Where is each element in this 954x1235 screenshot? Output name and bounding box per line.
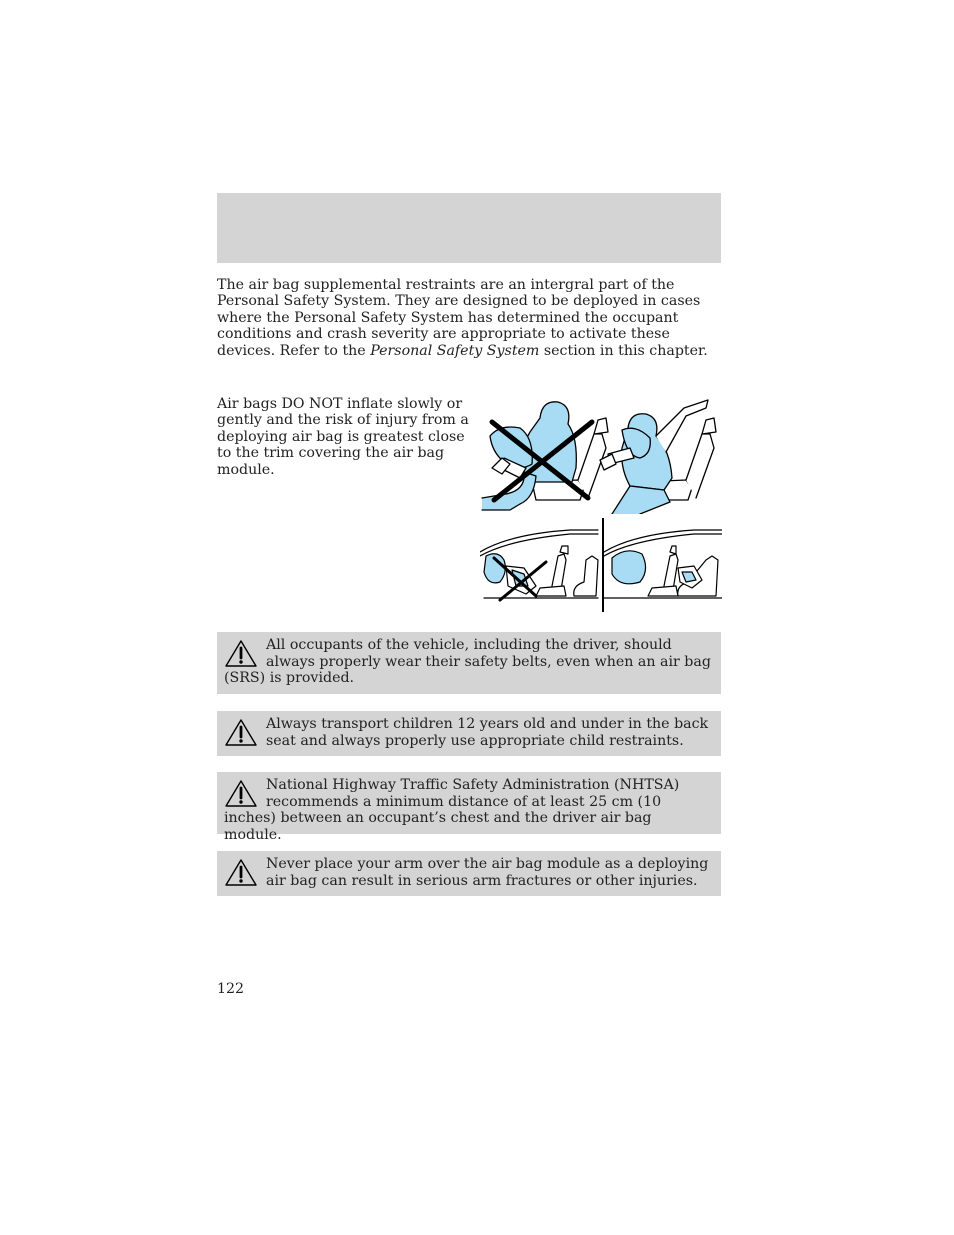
warning-box-safety-belts (217, 632, 721, 694)
intro-paragraph: The air bag supplemental restraints are an intergral part of the Personal Safety System. They are designed to be deployed in cases where the Personal Safety System has determined the occupant conditions and crash severity are appropriate to activate these devices. Refer to the Personal Safety System section in this chapter. (217, 277, 708, 359)
warning-text: Always transport children 12 years old and under in the back seat and always properly use appropriate child restraints. (266, 716, 709, 749)
warning-text: All occupants of the vehicle, including the driver, should always properly wear their safety belts, even when an air bag (SRS) is provided. (224, 637, 711, 687)
warning-text: National Highway Traffic Safety Administration (NHTSA) recommends a minimum distance of at least 25 cm (10 inches) between an occupant’s chest and the driver air bag module. (224, 777, 680, 843)
warning-triangle-icon (224, 779, 258, 809)
intro-emphasis: Personal Safety System (370, 342, 540, 359)
occupant-position-illustration (480, 398, 722, 514)
page-number: 122 (217, 981, 245, 997)
warning-text: Never place your arm over the air bag module as a deploying air bag can result in serious arm fractures or other injuries. (266, 856, 709, 889)
warning-triangle-icon (224, 639, 258, 669)
warning-triangle-icon (224, 718, 258, 748)
warning-box-arm (217, 851, 721, 896)
warning-box-nhtsa (217, 772, 721, 843)
warning-triangle-icon (224, 858, 258, 888)
airbag-caution-text: Air bags DO NOT inflate slowly or gently and the risk of injury from a deploying air bag is greatest close to the trim covering the air bag module. (217, 396, 469, 478)
section-header-bar (217, 193, 721, 263)
warning-box-children (217, 711, 721, 756)
child-seat-illustration (480, 516, 722, 614)
